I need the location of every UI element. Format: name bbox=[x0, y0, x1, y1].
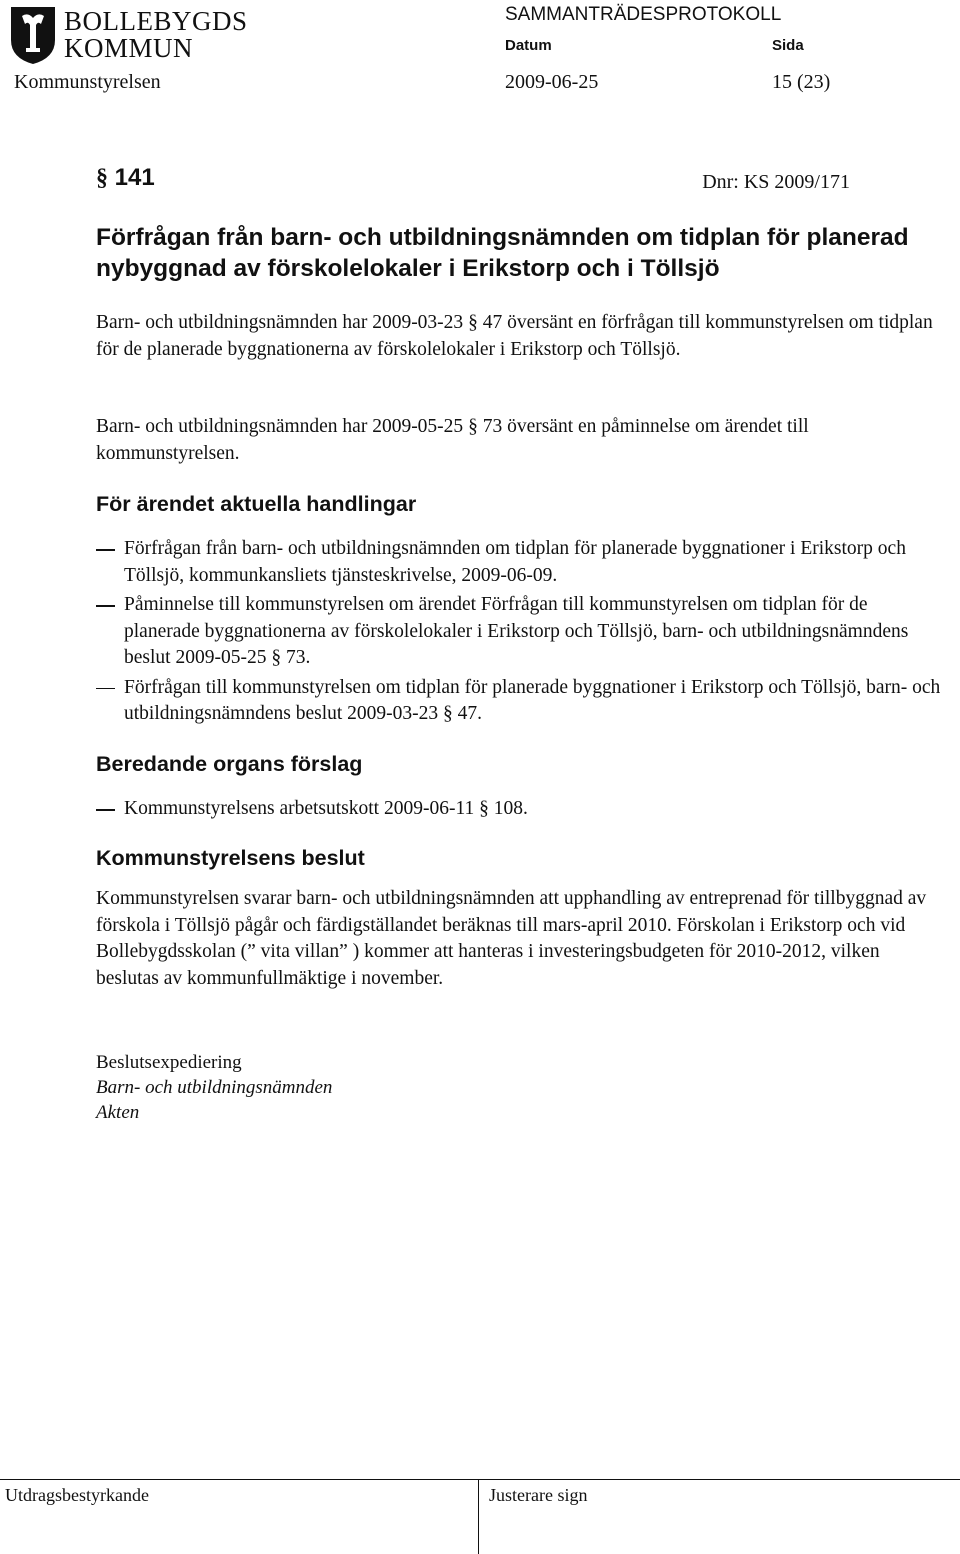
dispatch-label: Beslutsexpediering bbox=[96, 1052, 242, 1073]
coat-of-arms-icon bbox=[8, 4, 58, 66]
diary-number: Dnr: KS 2009/171 bbox=[702, 171, 850, 193]
organ-name: Kommunstyrelsen bbox=[14, 71, 161, 93]
paragraph-number-value: 141 bbox=[114, 164, 155, 191]
document-item-2a: Påminnelse till kommunstyrelsen om ärendet Förfrågan till kommunstyrelsen om tidplan för de planerade byggnationerna av förskolelokaler i Erikstorp och Töllsjö, barn- och utbildningsnämndens beslut 2009-05-25 bbox=[124, 594, 909, 668]
preparatory-list bbox=[96, 796, 946, 826]
paragraph-symbol: § bbox=[479, 798, 489, 819]
documents-list bbox=[96, 536, 946, 731]
paragraph-symbol: § bbox=[271, 647, 282, 668]
dash-bullet bbox=[96, 809, 115, 811]
sida-label: Sida bbox=[772, 37, 804, 54]
document-item-3b: 47. bbox=[452, 703, 483, 724]
dash-bullet bbox=[96, 605, 115, 607]
document-type: SAMMANTRÄDESPROTOKOLL bbox=[505, 4, 782, 25]
certification-label: Utdragsbestyrkande bbox=[5, 1485, 149, 1505]
documents-heading: För ärendet aktuella handlingar bbox=[96, 492, 417, 516]
list-item bbox=[96, 675, 946, 728]
intro-paragraph-1 bbox=[96, 310, 946, 363]
list-item bbox=[96, 536, 946, 589]
intro-text-1b: 47 översänt en förfrågan till kommunstyrelsen om tidplan för de planerade byggnationerna av förskolelokaler i Erikstorp och Töllsjö. bbox=[96, 312, 933, 360]
logo-name-line2: KOMMUN bbox=[64, 33, 194, 63]
municipality-logo bbox=[8, 4, 248, 66]
preparatory-heading: Beredande organs förslag bbox=[96, 752, 363, 776]
datum-label: Datum bbox=[505, 37, 552, 54]
document-item-2b: 73. bbox=[281, 647, 311, 668]
dash-bullet bbox=[96, 688, 115, 690]
document-item-3a: Förfrågan till kommunstyrelsen om tidplan för planerade byggnationer i Erikstorp och Töllsjö, barn- och utbildningsnämndens beslut 2009-03-23 bbox=[124, 676, 941, 724]
paragraph-symbol: § bbox=[468, 312, 478, 333]
preparatory-item-1a: Kommunstyrelsens arbetsutskott 2009-06-11 bbox=[124, 798, 480, 819]
page-title: Förfrågan från barn- och utbildningsnämnden om tidplan för planerad nybyggnad av förskolelokaler i Erikstorp och i Töllsjö bbox=[96, 224, 909, 282]
paragraph-number bbox=[96, 164, 155, 192]
logo-name-line1: BOLLEBYGDS bbox=[64, 6, 248, 36]
dispatch-recipient-2: Akten bbox=[96, 1102, 140, 1123]
meeting-date: 2009-06-25 bbox=[505, 71, 599, 93]
footer-vertical-divider bbox=[478, 1479, 479, 1554]
paragraph-symbol: § bbox=[96, 165, 108, 191]
paragraph-symbol: § bbox=[443, 703, 453, 724]
decision-heading: Kommunstyrelsens beslut bbox=[96, 846, 365, 870]
intro-text-1a: Barn- och utbildningsnämnden har 2009-03-23 bbox=[96, 312, 469, 333]
dispatch-block bbox=[96, 1050, 332, 1125]
dash-bullet bbox=[96, 549, 115, 551]
intro-text-2a: Barn- och utbildningsnämnden har 2009-05-25 bbox=[96, 416, 469, 437]
preparatory-item-1b: 108. bbox=[488, 798, 528, 819]
paragraph-symbol: § bbox=[468, 416, 478, 437]
document-item-1: Förfrågan från barn- och utbildningsnämnden om tidplan för planerade byggnationer i Erikstorp och Töllsjö, kommunkansliets tjänsteskrivelse, 2009-06-09. bbox=[124, 538, 906, 586]
footer-divider bbox=[0, 1479, 960, 1480]
list-item bbox=[96, 592, 946, 672]
list-item bbox=[96, 796, 946, 823]
decision-text: Kommunstyrelsen svarar barn- och utbildningsnämnden att upphandling av entreprenad för tillbyggnad av förskola i Töllsjö pågår och färdigställandet beräknas till mars-april 2010. Förskolan i Erikstorp och vid Bollebygdsskolan (” vita villan” ) kommer att hanteras i investeringsbudgeten för 2010-2012, vilken beslutas av kommunfullmäktige i november. bbox=[96, 888, 927, 989]
dispatch-recipient-1: Barn- och utbildningsnämnden bbox=[96, 1077, 333, 1098]
adjuster-signature-label: Justerare sign bbox=[489, 1485, 588, 1505]
intro-text-2b: 73 översänt en påminnelse om ärendet till kommunstyrelsen. bbox=[96, 416, 809, 464]
page-number: 15 (23) bbox=[772, 71, 831, 93]
intro-paragraph-2 bbox=[96, 414, 946, 467]
